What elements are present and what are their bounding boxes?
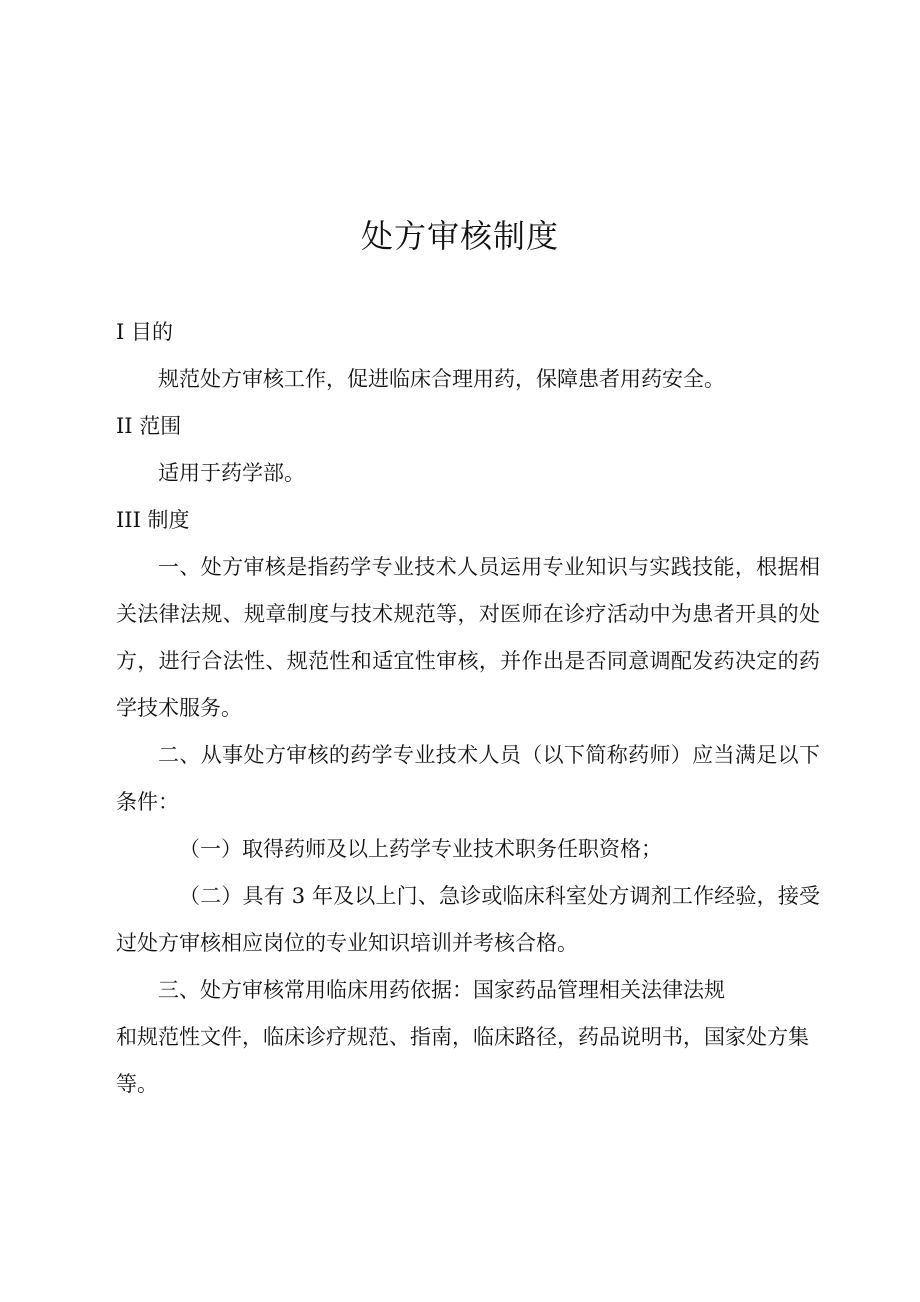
purpose-text: 规范处方审核工作，促进临床合理用药，保障患者用药安全。: [158, 367, 725, 391]
system-item-2-sub-1: （一）取得药师及以上药学专业技术职务任职资格；: [179, 837, 662, 861]
section-heading-system: III 制度: [116, 508, 190, 532]
section-heading-scope: II 范围: [116, 414, 182, 438]
system-item-3-continuation: 和规范性文件，临床诊疗规范、指南，临床路径，药品说明书，国家处方集等。: [116, 1025, 809, 1096]
system-item-2-sub-2: （二）具有 3 年及以上门、急诊或临床科室处方调剂工作经验，接受过处方审核相应岗位的专业知识培训并考核合格。: [116, 884, 820, 955]
system-item-2: 二、从事处方审核的药学专业技术人员（以下简称药师）应当满足以下条件：: [116, 743, 820, 814]
scope-text: 适用于药学部。: [158, 461, 305, 485]
document-body: [116, 309, 820, 1108]
system-item-3-line-1: 三、处方审核常用临床用药依据：国家药品管理相关法律法规: [158, 978, 725, 1002]
system-item-3: [116, 967, 820, 1108]
section-heading-purpose: I 目的: [116, 320, 173, 344]
document-title: 处方审核制度: [360, 217, 559, 255]
system-item-1: 一、处方审核是指药学专业技术人员运用专业知识与实践技能，根据相关法律法规、规章制度与技术规范等，对医师在诊疗活动中为患者开具的处方，进行合法性、规范性和适宜性审核，并作出是否同意调配发药决定的药学技术服务。: [116, 555, 820, 720]
